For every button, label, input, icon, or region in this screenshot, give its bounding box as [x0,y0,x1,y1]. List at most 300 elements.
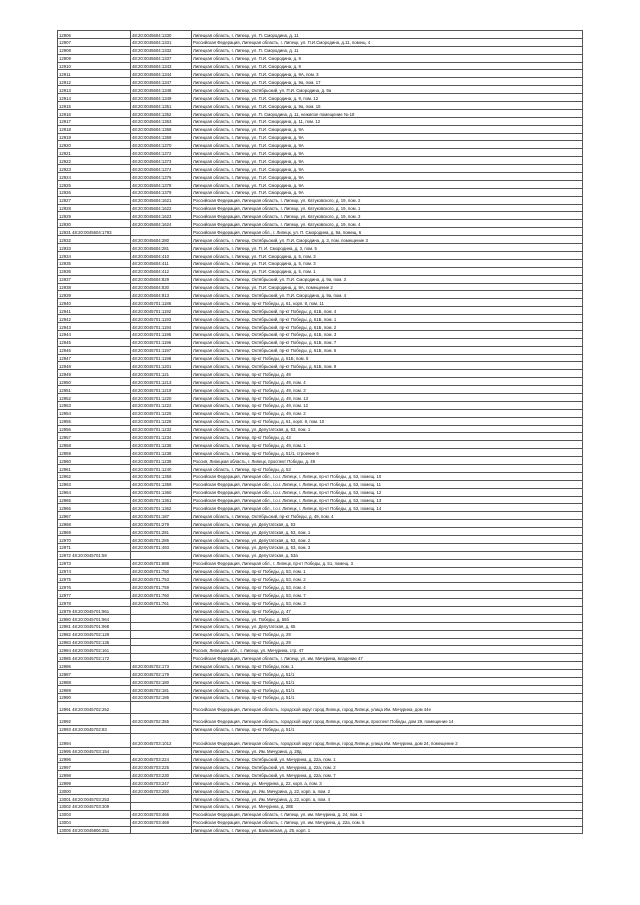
row-number-cell: 12947 [58,354,131,362]
address-cell: Липецкая область, г. Липецк, ул. П.И. Смородина, д. 9А [192,165,583,173]
table-row [58,370,583,378]
address-cell: Липецкая область, г. Липецк, ул. Мичурина, д. 28Е [192,802,583,810]
cadastral-number-cell: 48:20:0045604:1330 [131,31,192,39]
address-cell: Липецкая область, г. Липецк, Октябрьский, пр-кт Победы, д. 61Б, пом. 1 [192,315,583,323]
table-row [58,31,583,39]
cadastral-number-cell: 48:20:0045702:179 [131,670,192,678]
row-number-cell: 12996 [58,755,131,763]
cadastral-number-cell: 48:20:0045701:1198 [131,354,192,362]
address-cell: Липецкая область, г. Липецк, пр-кт Победы, д. 49, пом. 3 [192,386,583,394]
table-row [58,275,583,283]
address-cell: Российская Федерация, Липецкая обл., г.о.г. Липецк, г. Липецк, пр-кт Победы, д. 53, помещ. 11 [192,480,583,488]
cadastral-number-cell: 48:20:0045701:759 [131,583,192,591]
table-row [58,220,583,228]
address-cell: Липецкая область, г. Липецк, пр-кт Победы, д. 53, пом. 2 [192,575,583,583]
cadastral-number-cell: 48:20:0045703:224 [131,755,192,763]
row-number-cell: 12954 [58,409,131,417]
row-number-cell: 12974 [58,567,131,575]
document-page [57,30,583,834]
address-cell: Липецкая область, г. Липецк, ул. Депутатская, д. 53, пом. 2 [192,536,583,544]
cadastral-number-cell: 48:20:0045604:1347 [131,78,192,86]
address-cell: Липецкая область, г. Липецк, Октябрьский, пр-кт Победы, д. 61Б, пом. 7 [192,338,583,346]
cadastral-number-cell: 48:20:0045604:411 [131,259,192,267]
table-row [58,607,583,615]
cadastral-number-cell: 48:20:0045701:1234 [131,433,192,441]
row-number-cell: 12937 [58,275,131,283]
table-row [58,180,583,188]
cadastral-number-cell: 48:20:0045701:1232 [131,425,192,433]
cadastral-number-cell: 48:20:0045703:225 [131,763,192,771]
table-row [58,520,583,528]
row-number-cell: 12932 [58,236,131,244]
row-number-cell: 13002 48:20:0045703:309 [58,802,131,810]
table-row [58,733,583,747]
address-cell: Липецкая область, г. Липецк, ул. Мичурина, д. 22, корп. а, пом. 3 [192,779,583,787]
cadastral-number-cell: 48:20:0045701:1360 [131,488,192,496]
address-cell: Липецкая область, г. Липецк, пр-кт Победы, д. 51/1 [192,670,583,678]
row-number-cell: 12959 [58,449,131,457]
address-cell: Липецкая область, г. Липецк, Октябрьский, ул. Мичурина, д. 22а, пом. 2 [192,763,583,771]
cadastral-number-cell: 48:20:0045604:1352 [131,109,192,117]
address-cell: Липецкая область, г. Липецк, Октябрьский, пр-кт Победы, д. 49, пом. 4 [192,512,583,520]
address-cell: Липецкая область, г. Липецк, ул. П.И. Смородина, д. 5, пом. 3 [192,259,583,267]
table-row [58,299,583,307]
cadastral-number-cell: 48:20:0045701:1194 [131,322,192,330]
cadastral-number-cell [131,638,192,646]
cadastral-number-cell: 48:20:0045702:186 [131,693,192,701]
cadastral-number-cell: 48:20:0045701:761 [131,599,192,607]
table-row [58,575,583,583]
row-number-cell: 12906 [58,31,131,39]
cadastral-number-cell: 48:20:0045701:1359 [131,480,192,488]
cadastral-number-cell: 48:20:0045701:1236 [131,441,192,449]
table-row [58,362,583,370]
cadastral-number-cell: 48:20:0045702:181 [131,685,192,693]
cadastral-number-cell: 48:20:0045604:1370 [131,141,192,149]
table-row [58,46,583,54]
cadastral-number-cell [131,794,192,802]
cadastral-number-cell [131,622,192,630]
address-cell: Липецкая область, г. Липецк, ул. П. Смородина, д. 11 [192,46,583,54]
address-cell: Липецкая область, г. Липецк, ул. Депутатская, д. 65 [192,622,583,630]
address-cell: Липецкая область, г. Липецк, Октябрьский, ул. П.И. Смородина, д. 9а, пом. 4 [192,291,583,299]
row-number-cell: 12911 [58,70,131,78]
address-cell: Липецкая область, г. Липецк, ул. Депутатская, д. 53, пом. 1 [192,425,583,433]
cadastral-number-cell: 48:20:0045702:173 [131,662,192,670]
row-number-cell: 13005 48:20:0045806:251 [58,826,131,834]
table-row [58,354,583,362]
row-number-cell: 13001 48:20:0045703:253 [58,794,131,802]
address-cell: Российская Федерация, Липецкая обл., г. Липецк, пр-кт Победы, д. 51, помещ. 3 [192,559,583,567]
row-number-cell: 12992 [58,713,131,725]
address-cell: Липецкая область, г. Липецк, Октябрьский, пр-кт Победы, д. 61Б, пом. 9 [192,362,583,370]
table-row [58,322,583,330]
row-number-cell: 12914 [58,94,131,102]
table-row [58,559,583,567]
address-cell: Липецкая область, г. Липецк, ул. П.И. Смородина, д. 5, пом. 1 [192,267,583,275]
row-number-cell: 12949 [58,370,131,378]
address-cell: Российская Федерация, Липецкая обл., г.о.г. Липецк, г. Липецк, пр-кт Победы, д. 53, помещ. 14 [192,504,583,512]
row-number-cell: 12967 [58,512,131,520]
table-row [58,78,583,86]
cadastral-number-cell: 48:20:0045701:279 [131,520,192,528]
table-row [58,654,583,662]
cadastral-number-cell [131,630,192,638]
table-row [58,165,583,173]
address-cell: Липецкая область, г. Липецк, Октябрьский, ул. Мичурина, д. 22а, пом. 7 [192,771,583,779]
table-row [58,378,583,386]
cadastral-number-cell [131,654,192,662]
row-number-cell: 12961 [58,464,131,472]
address-cell: Липецкая область, г. Липецк, ул. П.И. Смородина, д. 9 [192,62,583,70]
row-number-cell: 12948 [58,362,131,370]
address-cell: Липецкая область, г. Липецк, ул. Депутатская, д. 53а [192,551,583,559]
table-row [58,755,583,763]
address-cell: Российская Федерация, Липецкая обл., г.о.г. Липецк, г. Липецк, пр-кт Победы, д. 53, помещ. 10 [192,472,583,480]
table-row [58,779,583,787]
address-cell: Липецкая область, г. Липецк, ул. Депутатская, д. 53, пом. 3 [192,543,583,551]
table-row [58,102,583,110]
cadastral-number-cell: 48:20:0045604:412 [131,267,192,275]
cadastral-number-cell: 48:20:0045604:1624 [131,220,192,228]
address-cell: Липецкая область, г. Липецк, ул. П.И. Смородина, д. 9А [192,141,583,149]
cadastral-number-cell: 48:20:0045701:1192 [131,307,192,315]
row-number-cell: 12965 [58,496,131,504]
address-cell: Липецкая область, г. Липецк, пр-кт Победы, д. 49, пом. 1 [192,441,583,449]
table-row [58,425,583,433]
address-cell: Россия, Липецкая обл., г. Липецк, ул. Мичурина, стр. 47 [192,646,583,654]
table-row [58,267,583,275]
cadastral-number-cell: 48:20:0045701:281 [131,528,192,536]
row-number-cell: 12921 [58,149,131,157]
table-body [58,31,583,834]
cadastral-number-cell: 48:20:0045701:1201 [131,362,192,370]
row-number-cell: 12933 [58,244,131,252]
row-number-cell: 12913 [58,86,131,94]
table-row [58,826,583,834]
row-number-cell: 12925 [58,180,131,188]
address-cell: Липецкая область, г. Липецк, Октябрьский, ул. П.И. Смородина, д. 9а, пом. 3 [192,275,583,283]
address-cell: Липецкая область, г. Липецк, ул. П.И. Смородина, д. 9А, пом. 3 [192,70,583,78]
address-cell: Российская Федерация, Липецкая область, г. Липецк, ул. им. Мичурина, владение 47 [192,654,583,662]
cadastral-number-cell: 48:20:0045604:1378 [131,180,192,188]
table-row [58,307,583,315]
address-cell: Липецкая область, г. Липецк, пр-кт Победы, д. 51/1 [192,693,583,701]
row-number-cell: 12909 [58,54,131,62]
address-cell: Российская Федерация, Липецкая область, городской округ город Липецк, город Липецк, улица Им. Мичурина, дом 44е [192,701,583,713]
table-row [58,771,583,779]
row-number-cell: 13003 [58,810,131,818]
row-number-cell: 12955 [58,417,131,425]
row-number-cell: 12998 [58,771,131,779]
cadastral-number-cell: 48:20:0045604:1373 [131,157,192,165]
row-number-cell: 12982 48:20:0045702:129 [58,630,131,638]
address-cell: Липецкая область, г. Липецк, ул. П.И. Смородина, д. 9А [192,173,583,181]
address-cell: Липецкая область, г. Липецк, пр-кт Победы, д. 49, пом. 12 [192,401,583,409]
row-number-cell: 12993 48:20:0045702:83 [58,725,131,733]
address-cell: Российская Федерация, Липецкая область, г. Липецк, ул. Катуковского, д. 19, пом. 1 [192,204,583,212]
address-cell: Липецкая область, г. Липецк, ул. Депутатская, д. 53 [192,520,583,528]
table-row [58,504,583,512]
row-number-cell: 12989 [58,685,131,693]
address-cell: Липецкая область, г. Липецк, ул. П.И. Смородина, д. 9А, помещение 2 [192,283,583,291]
address-cell: Липецкая область, г. Липецк, Октябрьский, ул. П.И. Смородина, д. 9а [192,86,583,94]
table-row [58,244,583,252]
row-number-cell: 12953 [58,401,131,409]
table-row [58,763,583,771]
table-row [58,802,583,810]
cadastral-number-cell [131,551,192,559]
address-cell: Российская Федерация, Липецкая обл., г.о.г. Липецк, г. Липецк, пр-кт Победы, д. 53, помещ. 12 [192,488,583,496]
address-cell: Липецкая область, г. Липецк, пр-кт Победы, д. 51/1, строение 6 [192,449,583,457]
cadastral-number-cell: 48:20:0045604:1376 [131,173,192,181]
row-number-cell: 12995 48:20:0045703:154 [58,747,131,755]
cadastral-number-cell: 48:20:0045604:1379 [131,188,192,196]
address-cell: Липецкая область, г. Липецк, пр-кт Победы, д. 49, пом. 13 [192,393,583,401]
table-row [58,630,583,638]
table-row [58,457,583,465]
table-row [58,54,583,62]
row-number-cell: 12994 [58,733,131,747]
table-row [58,401,583,409]
cadastral-number-cell: 48:20:0045604:1348 [131,86,192,94]
cadastral-number-cell: 48:20:0045604:830 [131,283,192,291]
table-row [58,536,583,544]
row-number-cell: 12919 [58,133,131,141]
address-cell: Липецкая область, г. Липецк, пр-кт Победы, д. 47 [192,607,583,615]
table-row [58,315,583,323]
table-row [58,62,583,70]
cadastral-number-cell: 48:20:0045604:1343 [131,62,192,70]
table-row [58,818,583,826]
row-number-cell: 12927 [58,196,131,204]
row-number-cell: 12929 [58,212,131,220]
address-cell: Липецкая область, г. Липецк, пр-кт Победы, д. 53 [192,464,583,472]
cadastral-number-cell: 48:20:0045604:1332 [131,46,192,54]
table-row [58,449,583,457]
cadastral-number-cell: 48:20:0045703:247 [131,779,192,787]
address-cell: Российская Федерация, Липецкая область, г. Липецк, ул. П.И.Смородина, д.11, помещ. 4 [192,38,583,46]
cadastral-number-cell: 48:20:0045701:688 [131,559,192,567]
table-row [58,701,583,713]
table-row [58,196,583,204]
address-cell: Липецкая область, г. Липецк, ул. Балканская, д. 25, корп. 1 [192,826,583,834]
table-row [58,480,583,488]
cadastral-number-cell: 48:20:0045604:1337 [131,54,192,62]
cadastral-number-cell [131,802,192,810]
table-row [58,283,583,291]
cadastral-number-cell: 48:20:0045701:760 [131,591,192,599]
table-row [58,638,583,646]
row-number-cell: 12976 [58,583,131,591]
row-number-cell: 12991 48:20:0045702:252 [58,701,131,713]
address-cell: Липецкая область, г. Липецк, пр-кт Победы, д. 61Б, пом. 5 [192,354,583,362]
row-number-cell: 12972 48:20:0045701:59 [58,551,131,559]
cadastral-number-cell: 48:20:0045604:1349 [131,94,192,102]
address-cell: Российская Федерация, Липецкая область, г. Липецк, ул. им. Мичурина, д. 24, пом. 1 [192,810,583,818]
row-number-cell: 12988 [58,678,131,686]
address-cell: Липецкая область, г. Липецк, ул. П.И. Смородина, д. 9А [192,133,583,141]
row-number-cell: 12941 [58,307,131,315]
table-row [58,330,583,338]
cadastral-number-cell: 48:20:0045604:1363 [131,117,192,125]
address-cell: Липецкая область, г. Липецк, Октябрьский, ул. Мичурина, д. 22а, пом. 1 [192,755,583,763]
table-row [58,591,583,599]
table-row [58,551,583,559]
row-number-cell: 12950 [58,378,131,386]
row-number-cell: 12943 [58,322,131,330]
table-row [58,117,583,125]
property-table [57,30,583,834]
cadastral-number-cell: 48:20:0045701:187 [131,512,192,520]
cadastral-number-cell [131,725,192,733]
table-row [58,70,583,78]
table-row [58,204,583,212]
row-number-cell: 12979 48:20:0045701:961 [58,607,131,615]
row-number-cell: 12908 [58,46,131,54]
table-row [58,512,583,520]
row-number-cell: 12962 [58,472,131,480]
address-cell: Липецкая область, г. Липецк, ул. Им. Мичурина, д. 22, корп. а, пом. 4 [192,794,583,802]
cadastral-number-cell: 48:20:0045701:1238 [131,449,192,457]
cadastral-number-cell [131,607,192,615]
address-cell: Липецкая область, г. Липецк, Октябрьский, пр-кт Победы, д. 61Б, пом. 3 [192,330,583,338]
row-number-cell: 12915 [58,102,131,110]
address-cell: Липецкая область, г. Липецк, ул. Им. Мичурина, д. 28д [192,747,583,755]
address-cell: Липецкая область, г. Липецк, пр-кт Победы, д. 51/1 [192,678,583,686]
table-row [58,417,583,425]
row-number-cell: 12920 [58,141,131,149]
row-number-cell: 12944 [58,330,131,338]
row-number-cell: 12952 [58,393,131,401]
address-cell: Липецкая область, г. Липецк, пр-кт Победы, д. 51/1 [192,725,583,733]
table-row [58,338,583,346]
table-row [58,662,583,670]
table-row [58,693,583,701]
row-number-cell: 12970 [58,536,131,544]
table-row [58,685,583,693]
table-row [58,125,583,133]
address-cell: Российская Федерация, Липецкая обл., г.о.г. Липецк, г. Липецк, пр-кт Победы, д. 53, помещ. 13 [192,496,583,504]
row-number-cell: 12983 48:20:0045702:135 [58,638,131,646]
address-cell: Липецкая область, г. Липецк, ул. П.И. Смородина, д. 11, пом. 12 [192,117,583,125]
row-number-cell: 12971 [58,543,131,551]
cadastral-number-cell: 48:20:0045701:1228 [131,417,192,425]
cadastral-number-cell: 48:20:0045701:753 [131,575,192,583]
cadastral-number-cell: 48:20:0045702:355 [131,713,192,725]
row-number-cell: 13004 [58,818,131,826]
cadastral-number-cell: 48:20:0045604:410 [131,251,192,259]
cadastral-number-cell: 48:20:0045703:230 [131,771,192,779]
address-cell: Липецкая область, г. Липецк, пр-кт Победы, д. 53, пом. 7 [192,591,583,599]
cadastral-number-cell: 48:20:0045604:913 [131,291,192,299]
row-number-cell: 12945 [58,338,131,346]
table-row [58,787,583,795]
row-number-cell: 12990 [58,693,131,701]
cadastral-number-cell: 48:20:0045604:829 [131,275,192,283]
cadastral-number-cell [131,826,192,834]
row-number-cell: 12966 [58,504,131,512]
address-cell: Российская Федерация, Липецкая область, г. Липецк, ул. им. Мичурина, д. 22а, пом. 5 [192,818,583,826]
cadastral-number-cell: 48:20:0045701:1196 [131,338,192,346]
cadastral-number-cell [131,646,192,654]
cadastral-number-cell: 48:20:0045701:1195 [131,330,192,338]
cadastral-number-cell: 48:20:0045701:121 [131,370,192,378]
cadastral-number-cell: 48:20:0045701:1362 [131,504,192,512]
cadastral-number-cell: 48:20:0045701:286 [131,536,192,544]
table-row [58,472,583,480]
table-row [58,259,583,267]
row-number-cell: 12997 [58,763,131,771]
table-row [58,810,583,818]
address-cell: Липецкая область, г. Липецк, ул. Победы, д. 55б [192,614,583,622]
cadastral-number-cell: 48:20:0045701:1225 [131,409,192,417]
row-number-cell: 12923 [58,165,131,173]
row-number-cell: 12958 [58,441,131,449]
table-row [58,173,583,181]
address-cell: Липецкая область, г. Липецк, ул. П.И. Смородина, д. 9А [192,125,583,133]
cadastral-number-cell: 48:20:0045701:1193 [131,315,192,323]
table-row [58,188,583,196]
table-row [58,133,583,141]
address-cell: Липецкая область, г. Липецк, пр-кт Победы, д. 49, пом. 2 [192,409,583,417]
row-number-cell: 12984 48:20:0045702:161 [58,646,131,654]
row-number-cell: 12963 [58,480,131,488]
address-cell: Российская Федерация, Липецкая область, г. Липецк, ул. Катуковского, д. 19, пом. 3 [192,212,583,220]
row-number-cell: 12939 [58,291,131,299]
cadastral-number-cell [131,747,192,755]
row-number-cell: 12957 [58,433,131,441]
cadastral-number-cell [131,701,192,713]
address-cell: Липецкая область, г. Липецк, Октябрьский, пр-кт Победы, д. 61Б, пом. 2 [192,322,583,330]
cadastral-number-cell: 48:20:0045604:1368 [131,125,192,133]
table-row [58,409,583,417]
cadastral-number-cell: 48:20:0045604:1372 [131,149,192,157]
table-row [58,567,583,575]
address-cell: Российская Федерация, Липецкая область, городской округ город Липецк, город Липецк, улица Им. Мичурина, дом 24, помещение 2 [192,733,583,747]
table-row [58,441,583,449]
row-number-cell: 12917 [58,117,131,125]
address-cell: Липецкая область, г. Липецк, ул. П.И. Смородина, д. 9а, пом. 15 [192,102,583,110]
table-row [58,149,583,157]
row-number-cell: 12964 [58,488,131,496]
cadastral-number-cell: 48:20:0045604:1623 [131,212,192,220]
row-number-cell: 12931 48:20:0045604:1793 [58,228,131,236]
address-cell: Липецкая область, г. Липецк, пр-кт Победы, д. 43 [192,433,583,441]
cadastral-number-cell: 48:20:0045701:1213 [131,378,192,386]
table-row [58,212,583,220]
table-row [58,94,583,102]
cadastral-number-cell [131,228,192,236]
row-number-cell: 12977 [58,591,131,599]
cadastral-number-cell: 48:20:0045701:493 [131,543,192,551]
address-cell: Липецкая область, г. Липецк, ул. П.И. Смородина, д. 9а, пом. 17 [192,78,583,86]
row-number-cell: 12935 [58,259,131,267]
cadastral-number-cell: 48:20:0045701:1240 [131,464,192,472]
table-row [58,646,583,654]
table-row [58,528,583,536]
cadastral-number-cell [131,614,192,622]
address-cell: Липецкая область, г. Липецк, ул. П.И. Смородина, д. 9А [192,180,583,188]
row-number-cell: 12960 [58,457,131,465]
cadastral-number-cell: 48:20:0045604:1374 [131,165,192,173]
address-cell: Липецкая область, г. Липецк, пр-кт Победы, д. 49 [192,370,583,378]
cadastral-number-cell: 48:20:0045604:1344 [131,70,192,78]
address-cell: Липецкая область, г. Липецк, пр-кт Победы, д. 29 [192,638,583,646]
cadastral-number-cell: 48:20:0045701:1220 [131,393,192,401]
table-row [58,38,583,46]
address-cell: Липецкая область, г. Липецк, пр-кт Победы, д. 51/1 [192,685,583,693]
